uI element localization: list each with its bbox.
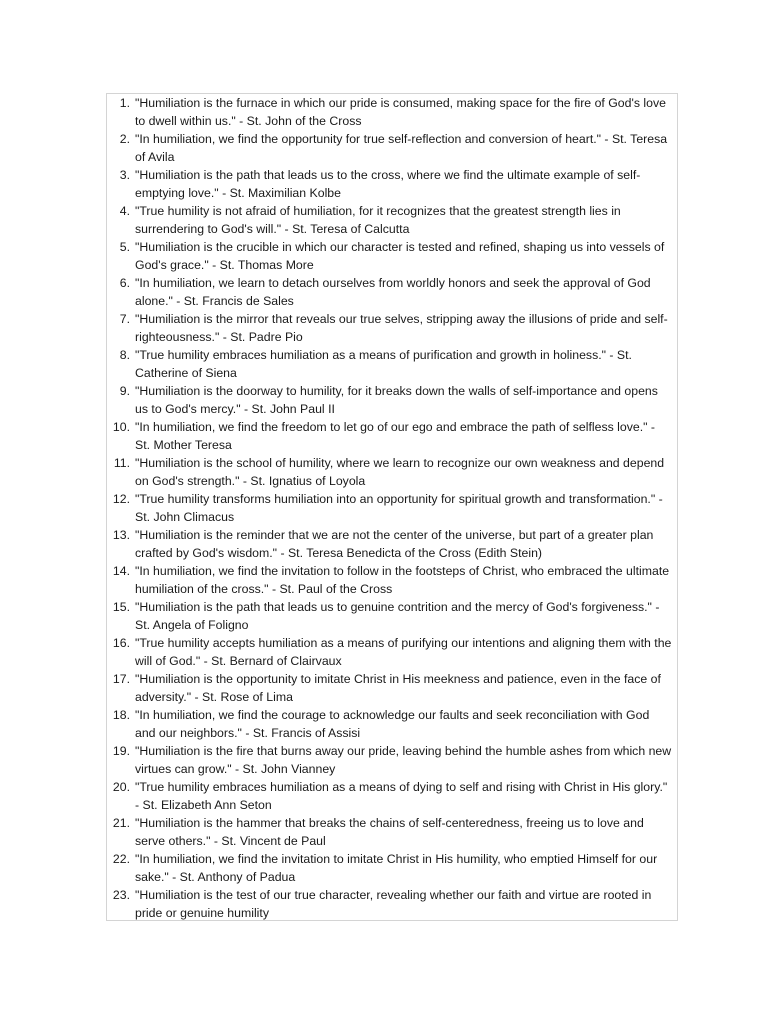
quote-text: "In humiliation, we find the freedom to let go of our ego and embrace the path of selfless love." - St. Mother Teresa [135, 420, 656, 452]
item-number: 13. [112, 528, 130, 542]
quote-text: "Humiliation is the path that leads us to genuine contrition and the mercy of God's forgiveness." - St. Angela of Foligno [135, 600, 660, 632]
item-number: 7. [119, 312, 130, 326]
list-item [107, 418, 673, 454]
list-item [107, 670, 673, 706]
item-number: 5. [119, 240, 130, 254]
quote-text: "True humility embraces humiliation as a means of purification and growth in holiness." - St. Catherine of Siena [135, 348, 632, 380]
quote-text: "Humiliation is the path that leads us to the cross, where we find the ultimate example of self-emptying love." - St. Maximilian Kolbe [135, 168, 641, 200]
quote-text: "Humiliation is the mirror that reveals our true selves, stripping away the illusions of pride and self-righteousness." - St. Padre Pio [135, 312, 668, 344]
quote-text: "Humiliation is the school of humility, where we learn to recognize our own weakness and depend on God's strength." - St. Ignatius of Loyola [135, 456, 665, 488]
list-item [107, 706, 673, 742]
list-item [107, 94, 673, 130]
list-item [107, 490, 673, 526]
quote-text: "True humility accepts humiliation as a means of purifying our intentions and aligning them with the will of God." - St. Bernard of Clairvaux [135, 636, 672, 668]
item-number: 1. [119, 96, 130, 110]
list-item [107, 382, 673, 418]
item-number: 19. [112, 744, 130, 758]
item-number: 10. [112, 420, 130, 434]
list-item [107, 562, 673, 598]
quote-text: "In humiliation, we find the invitation to follow in the footsteps of Christ, who embraced the ultimate humiliation of the cross." - St. Paul of the Cross [135, 564, 670, 596]
quote-text: "True humility embraces humiliation as a means of dying to self and rising with Christ in His glory." - St. Elizabeth Ann Seton [135, 780, 668, 812]
list-item [107, 778, 673, 814]
item-number: 6. [119, 276, 130, 290]
item-number: 4. [119, 204, 130, 218]
list-item [107, 526, 673, 562]
item-number: 18. [112, 708, 130, 722]
list-item [107, 166, 673, 202]
quote-text: "In humiliation, we find the courage to acknowledge our faults and seek reconciliation with God and our neighbors." - St. Francis of Assisi [135, 708, 650, 740]
list-item [107, 598, 673, 634]
list-item [107, 202, 673, 238]
item-number: 21. [112, 816, 130, 830]
item-number: 11. [113, 456, 130, 470]
list-item [107, 814, 673, 850]
quote-text: "Humiliation is the crucible in which our character is tested and refined, shaping us into vessels of God's grace." - St. Thomas More [135, 240, 665, 272]
quote-text: "Humiliation is the furnace in which our pride is consumed, making space for the fire of God's love to dwell within us." - St. John of the Cross [135, 96, 666, 128]
list-item [107, 454, 673, 490]
item-number: 23. [112, 888, 130, 902]
list-item [107, 274, 673, 310]
quote-text: "Humiliation is the fire that burns away our pride, leaving behind the humble ashes from which new virtues can grow." - St. John Vianney [135, 744, 672, 776]
item-number: 8. [119, 348, 130, 362]
item-number: 9. [119, 384, 130, 398]
quote-text: "Humiliation is the test of our true character, revealing whether our faith and virtue are rooted in pride or genuine humility [135, 888, 652, 920]
quote-text: "In humiliation, we find the invitation to imitate Christ in His humility, who emptied Himself for our sake." - St. Anthony of Padua [135, 852, 658, 884]
item-number: 17. [112, 672, 130, 686]
quote-text: "Humiliation is the doorway to humility, for it breaks down the walls of self-importance and opens us to God's mercy." - St. John Paul II [135, 384, 658, 416]
quote-text: "Humiliation is the opportunity to imitate Christ in His meekness and patience, even in the face of adversity." - St. Rose of Lima [135, 672, 661, 704]
quote-list [107, 94, 673, 922]
quote-text: "Humiliation is the reminder that we are not the center of the universe, but part of a greater plan crafted by God's wisdom." - St. Teresa Benedicta of the Cross (Edith Stein) [135, 528, 654, 560]
item-number: 14. [112, 564, 130, 578]
list-item [107, 346, 673, 382]
list-item [107, 634, 673, 670]
item-number: 16. [112, 636, 130, 650]
list-item [107, 742, 673, 778]
quote-text: "In humiliation, we learn to detach ourselves from worldly honors and seek the approval of God alone." - St. Francis de Sales [135, 276, 651, 308]
list-item [107, 886, 673, 922]
quote-text: "Humiliation is the hammer that breaks the chains of self-centeredness, freeing us to love and serve others." - St. Vincent de Paul [135, 816, 644, 848]
list-item [107, 238, 673, 274]
item-number: 20. [112, 780, 130, 794]
list-item [107, 850, 673, 886]
item-number: 12. [112, 492, 130, 506]
quote-text: "True humility is not afraid of humiliation, for it recognizes that the greatest strength lies in surrendering to God's will." - St. Teresa of Calcutta [135, 204, 621, 236]
item-number: 15. [112, 600, 130, 614]
quote-text: "True humility transforms humiliation into an opportunity for spiritual growth and transformation." - St. John Climacus [135, 492, 663, 524]
quote-text: "In humiliation, we find the opportunity for true self-reflection and conversion of heart." - St. Teresa of Avila [135, 132, 668, 164]
list-item [107, 130, 673, 166]
item-number: 22. [112, 852, 130, 866]
item-number: 2. [119, 132, 130, 146]
list-item [107, 310, 673, 346]
item-number: 3. [119, 168, 130, 182]
